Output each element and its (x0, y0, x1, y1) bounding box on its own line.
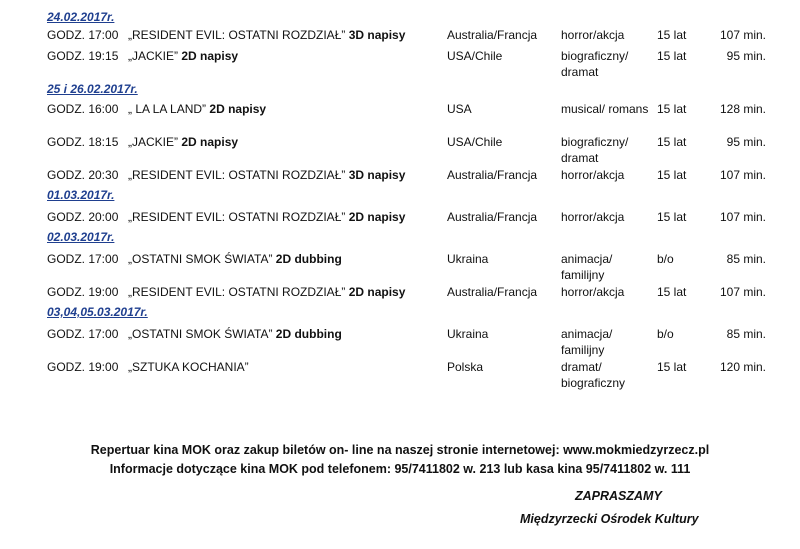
duration: 95 min. (726, 49, 766, 63)
showtime: GODZ. 19:00 (47, 360, 119, 374)
duration: 128 min. (719, 102, 766, 116)
genre: animacja/ familijny (561, 252, 613, 282)
duration: 95 min. (726, 135, 766, 149)
showtime: GODZ. 17:00 (47, 28, 119, 42)
showtime: GODZ. 20:30 (47, 168, 119, 182)
duration: 107 min. (719, 285, 766, 299)
genre: biograficzny/ dramat (561, 135, 629, 165)
film-title: „ LA LA LAND” (128, 102, 207, 116)
film-title-cell (128, 251, 438, 267)
country: Australia/Francja (447, 285, 538, 299)
showtime: GODZ. 16:00 (47, 102, 119, 116)
screening-row (0, 359, 800, 391)
showtime: GODZ. 19:15 (47, 49, 119, 63)
film-format: 2D dubbing (275, 327, 342, 341)
screening-row (0, 134, 800, 166)
film-title-cell (128, 284, 438, 300)
showtime: GODZ. 20:00 (47, 210, 119, 224)
genre: horror/akcja (561, 28, 625, 42)
film-title: „RESIDENT EVIL: OSTATNI ROZDZIAŁ” (128, 168, 346, 182)
screening-row (0, 167, 800, 199)
duration: 85 min. (726, 327, 766, 341)
country: USA/Chile (447, 49, 503, 63)
country: Polska (447, 360, 484, 374)
showtime: GODZ. 18:15 (47, 135, 119, 149)
film-format: 2D napisy (181, 49, 239, 63)
age-rating: b/o (657, 327, 674, 341)
film-title-cell (128, 326, 438, 342)
film-format: 2D napisy (348, 285, 406, 299)
film-format: 2D napisy (181, 135, 239, 149)
film-format: 2D napisy (348, 210, 406, 224)
age-rating: 15 lat (657, 102, 687, 116)
country: Australia/Francja (447, 28, 538, 42)
screening-row (0, 251, 800, 283)
age-rating: 15 lat (657, 168, 687, 182)
duration: 107 min. (719, 168, 766, 182)
film-title-cell (128, 167, 438, 183)
duration: 107 min. (719, 210, 766, 224)
film-format: 2D napisy (209, 102, 267, 116)
date-heading: 03,04,05.03.2017r. (47, 305, 148, 319)
age-rating: 15 lat (657, 285, 687, 299)
footer-info-line-2: Informacje dotyczące kina MOK pod telefonem: 95/7411802 w. 213 lub kasa kina 95/7411802 w. 111 (109, 462, 691, 476)
age-rating: 15 lat (657, 360, 687, 374)
film-title: „OSTATNI SMOK ŚWIATA” (128, 252, 273, 266)
film-format: 3D napisy (348, 28, 406, 42)
genre: horror/akcja (561, 285, 625, 299)
genre: musical/ romans (561, 102, 649, 116)
screening-row (0, 48, 800, 80)
film-title: „OSTATNI SMOK ŚWIATA” (128, 327, 273, 341)
date-heading: 01.03.2017r. (47, 188, 115, 202)
film-title-cell (128, 48, 438, 64)
footer-info-line-1: Repertuar kina MOK oraz zakup biletów on- line na naszej stronie internetowej: www.mokmiedzyrzecz.pl (90, 443, 710, 457)
genre: biograficzny/ dramat (561, 49, 629, 79)
country: Ukraina (447, 252, 489, 266)
date-heading: 02.03.2017r. (47, 230, 115, 244)
date-heading: 24.02.2017r. (47, 10, 115, 24)
invitation: ZAPRASZAMY (575, 489, 662, 503)
country: Australia/Francja (447, 168, 538, 182)
film-title-cell (128, 101, 438, 117)
showtime: GODZ. 17:00 (47, 327, 119, 341)
genre: animacja/ familijny (561, 327, 613, 357)
film-title-cell (128, 359, 438, 375)
film-title-cell (128, 27, 438, 43)
country: Ukraina (447, 327, 489, 341)
duration: 120 min. (719, 360, 766, 374)
film-title: „JACKIE” (128, 135, 179, 149)
film-format: 3D napisy (348, 168, 406, 182)
age-rating: b/o (657, 252, 674, 266)
showtime: GODZ. 19:00 (47, 285, 119, 299)
age-rating: 15 lat (657, 28, 687, 42)
country: Australia/Francja (447, 210, 538, 224)
country: USA (447, 102, 472, 116)
film-title: „RESIDENT EVIL: OSTATNI ROZDZIAŁ” (128, 210, 346, 224)
film-title: „RESIDENT EVIL: OSTATNI ROZDZIAŁ” (128, 28, 346, 42)
genre: horror/akcja (561, 210, 625, 224)
film-title: „JACKIE” (128, 49, 179, 63)
film-title-cell (128, 209, 438, 225)
film-title: „RESIDENT EVIL: OSTATNI ROZDZIAŁ” (128, 285, 346, 299)
film-format: 2D dubbing (275, 252, 342, 266)
genre: dramat/ biograficzny (561, 360, 626, 390)
showtime: GODZ. 17:00 (47, 252, 119, 266)
film-title-cell (128, 134, 438, 150)
organization-signature: Międzyrzecki Ośrodek Kultury (520, 512, 699, 526)
age-rating: 15 lat (657, 49, 687, 63)
date-heading: 25 i 26.02.2017r. (47, 82, 138, 96)
screening-row (0, 326, 800, 358)
screening-row (0, 101, 800, 133)
age-rating: 15 lat (657, 210, 687, 224)
duration: 85 min. (726, 252, 766, 266)
country: USA/Chile (447, 135, 503, 149)
duration: 107 min. (719, 28, 766, 42)
film-title: „SZTUKA KOCHANIA” (128, 360, 249, 374)
age-rating: 15 lat (657, 135, 687, 149)
genre: horror/akcja (561, 168, 625, 182)
screening-row (0, 209, 800, 241)
